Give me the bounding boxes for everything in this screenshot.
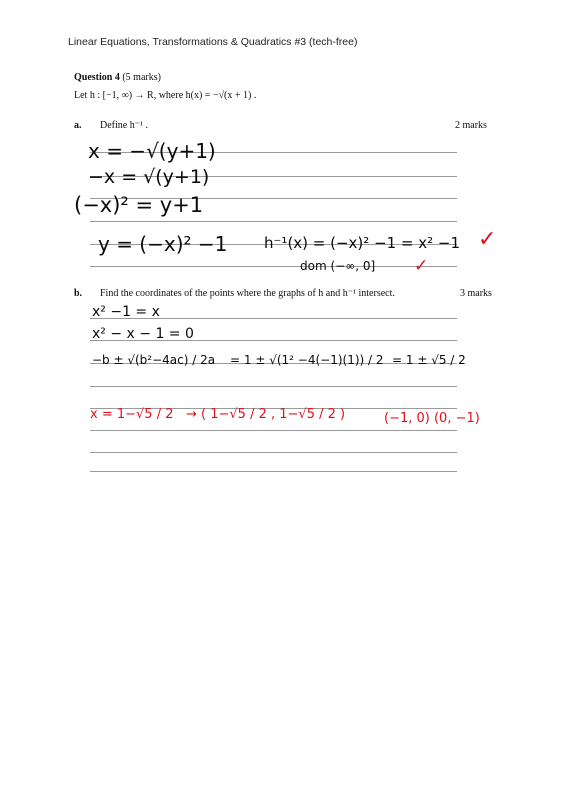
hw-a-line-4: y = (−x)² −1: [98, 232, 228, 256]
hw-b-red-x: x = 1−√5 / 2: [90, 407, 174, 422]
hw-b-red-points: (−1, 0) (0, −1): [384, 411, 480, 426]
hw-a-inverse: h⁻¹(x) = (−x)² −1 = x² −1: [264, 234, 461, 252]
tick-icon: ✓: [414, 256, 429, 276]
part-a-prompt: Define h⁻¹ .: [100, 120, 148, 131]
part-b-label: b.: [74, 288, 83, 299]
part-b-marks: 3 marks: [460, 288, 492, 299]
hw-a-line-3: (−x)² = y+1: [74, 193, 204, 217]
hw-a-domain: dom (−∞, 0]: [300, 259, 376, 273]
page-header: Linear Equations, Transformations & Quadratics #3 (tech-free): [68, 36, 358, 48]
tick-icon: ✓: [478, 227, 497, 252]
question-number: Question 4: [74, 72, 120, 83]
hw-a-line-1: x = −√(y+1): [88, 139, 216, 163]
hw-b-result: = 1 ± √5 / 2: [392, 353, 466, 367]
hw-b-substitution: = 1 ± √(1² −4(−1)(1)) / 2: [230, 353, 384, 367]
hw-b-line-2: x² − x − 1 = 0: [92, 326, 194, 342]
hw-b-red-point: → ( 1−√5 / 2 , 1−√5 / 2 ): [186, 407, 346, 422]
part-a-marks: 2 marks: [455, 120, 487, 131]
part-b-prompt: Find the coordinates of the points where the graphs of h and h⁻¹ intersect.: [100, 288, 395, 299]
hw-a-line-2: −x = √(y+1): [88, 166, 210, 188]
part-a-label: a.: [74, 120, 82, 131]
hw-b-line-1: x² −1 = x: [92, 304, 160, 320]
hw-b-quadratic-formula: −b ± √(b²−4ac) / 2a: [92, 353, 216, 367]
question-marks: (5 marks): [122, 72, 161, 83]
question-definition: Let h : [−1, ∞) → R, where h(x) = −√(x + 1) .: [74, 90, 257, 101]
